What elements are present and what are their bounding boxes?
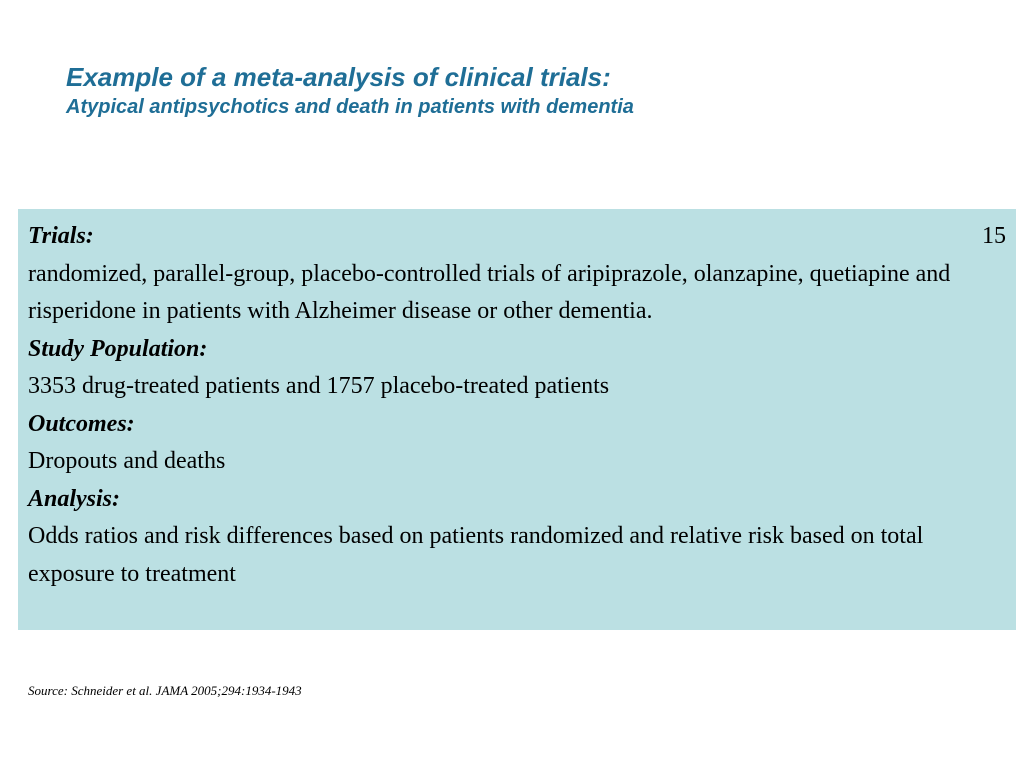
title-main: Example of a meta-analysis of clinical trials: <box>66 62 611 92</box>
trials-count: 15 <box>982 223 1006 249</box>
analysis-text: Odds ratios and risk differences based on patients randomized and relative risk based on total exposure to treatment <box>28 523 924 587</box>
trials-header <box>28 218 1006 256</box>
title-subtitle: Atypical antipsychotics and death in patients with dementia <box>66 96 634 118</box>
outcomes-label: Outcomes: <box>28 410 135 437</box>
population-text: 3353 drug-treated patients and 1757 placebo-treated patients <box>28 373 610 399</box>
trials-label: Trials: <box>28 223 94 249</box>
slide-title <box>66 60 966 120</box>
outcomes-text: Dropouts and deaths <box>28 448 226 474</box>
summary-box <box>18 209 1016 630</box>
source-citation: Source: Schneider et al. JAMA 2005;294:1934-1943 <box>28 683 302 698</box>
trials-text: randomized, parallel-group, placebo-controlled trials of aripiprazole, olanzapine, quetiapine and risperidone in patients with Alzheimer disease or other dementia. <box>28 260 951 324</box>
analysis-label: Analysis: <box>28 485 121 512</box>
population-label: Study Population: <box>28 335 208 362</box>
